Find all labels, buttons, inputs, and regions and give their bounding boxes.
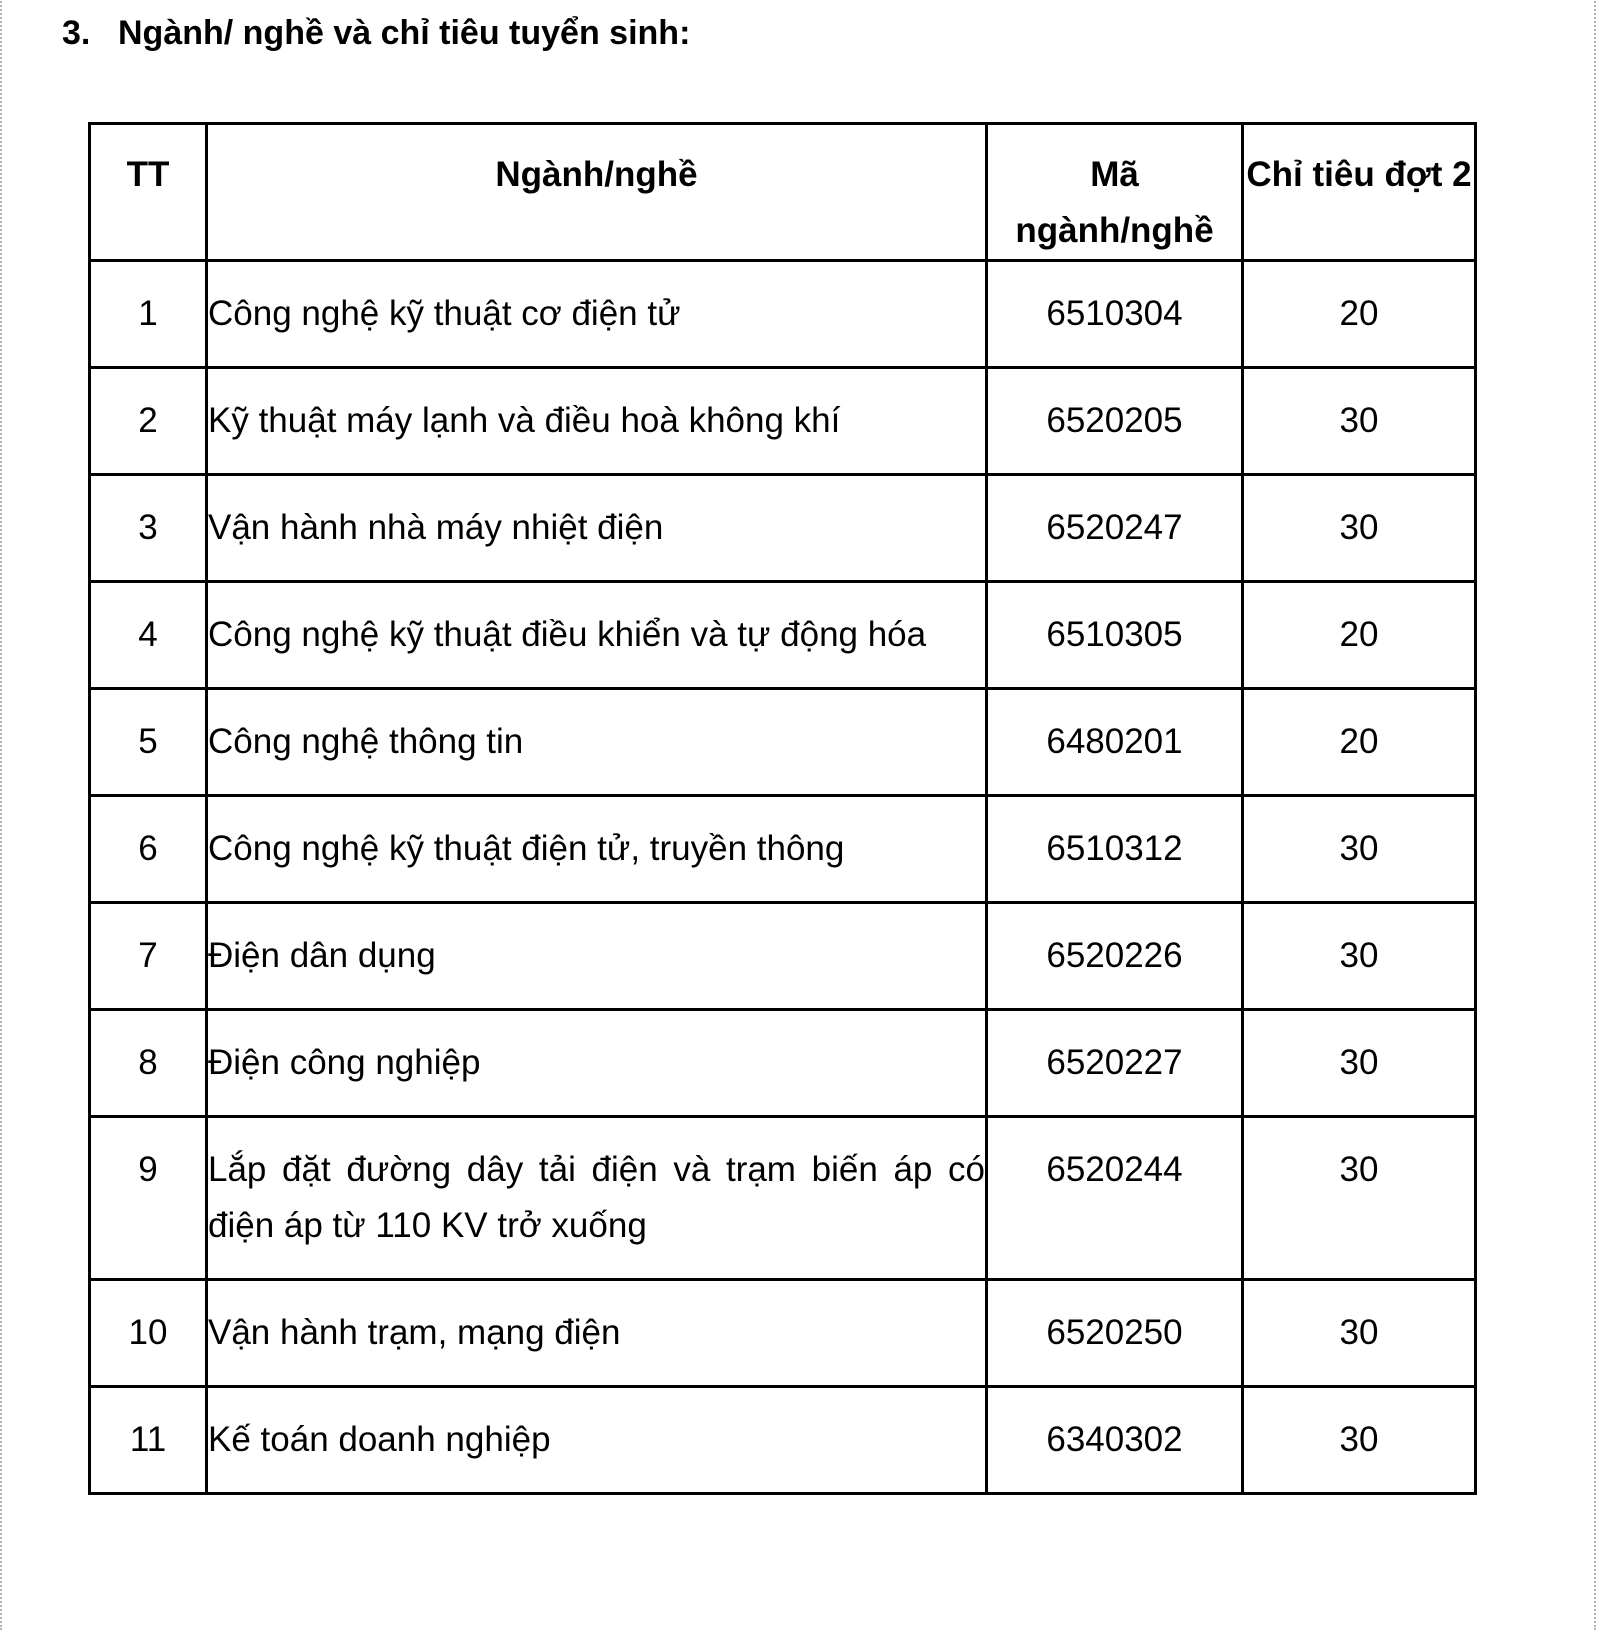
- cell-code: 6520227: [987, 1010, 1243, 1117]
- cell-quota: 30: [1243, 368, 1476, 475]
- cell-name: Điện dân dụng: [207, 903, 987, 1010]
- header-quota: Chỉ tiêu đợt 2: [1243, 124, 1476, 261]
- cell-tt: 1: [90, 261, 207, 368]
- header-code: Mã ngành/nghề: [987, 124, 1243, 261]
- table-row: [90, 261, 1476, 368]
- cell-name: Lắp đặt đường dây tải điện và trạm biến áp có điện áp từ 110 KV trở xuống: [207, 1117, 987, 1280]
- section-heading: [62, 14, 690, 53]
- cell-quota: 30: [1243, 475, 1476, 582]
- header-name: Ngành/nghề: [207, 124, 987, 261]
- cell-code: 6510312: [987, 796, 1243, 903]
- table-row: [90, 368, 1476, 475]
- cell-tt: 5: [90, 689, 207, 796]
- cell-name: Công nghệ thông tin: [207, 689, 987, 796]
- cell-name: Kế toán doanh nghiệp: [207, 1387, 987, 1494]
- cell-code: 6510304: [987, 261, 1243, 368]
- cell-quota: 30: [1243, 796, 1476, 903]
- cell-quota: 20: [1243, 689, 1476, 796]
- cell-quota: 30: [1243, 1010, 1476, 1117]
- section-number: 3.: [62, 14, 91, 52]
- cell-tt: 11: [90, 1387, 207, 1494]
- table-row: [90, 903, 1476, 1010]
- cell-quota: 30: [1243, 1280, 1476, 1387]
- header-tt: TT: [90, 124, 207, 261]
- cell-name: Công nghệ kỹ thuật cơ điện tử: [207, 261, 987, 368]
- cell-code: 6480201: [987, 689, 1243, 796]
- cell-name: Vận hành nhà máy nhiệt điện: [207, 475, 987, 582]
- cell-tt: 2: [90, 368, 207, 475]
- cell-tt: 8: [90, 1010, 207, 1117]
- table-row: [90, 582, 1476, 689]
- cell-tt: 9: [90, 1117, 207, 1280]
- cell-quota: 30: [1243, 1387, 1476, 1494]
- table-row: [90, 1387, 1476, 1494]
- table-row: [90, 1280, 1476, 1387]
- cell-tt: 4: [90, 582, 207, 689]
- cell-quota: 30: [1243, 903, 1476, 1010]
- cell-name: Vận hành trạm, mạng điện: [207, 1280, 987, 1387]
- cell-tt: 6: [90, 796, 207, 903]
- cell-code: 6520250: [987, 1280, 1243, 1387]
- cell-code: 6520226: [987, 903, 1243, 1010]
- cell-code: 6510305: [987, 582, 1243, 689]
- cell-code: 6520205: [987, 368, 1243, 475]
- section-title: Ngành/ nghề và chỉ tiêu tuyển sinh:: [118, 14, 691, 52]
- cell-quota: 20: [1243, 261, 1476, 368]
- table-row: [90, 1010, 1476, 1117]
- cell-name: Kỹ thuật máy lạnh và điều hoà không khí: [207, 368, 987, 475]
- cell-tt: 3: [90, 475, 207, 582]
- cell-name: Điện công nghiệp: [207, 1010, 987, 1117]
- cell-code: 6340302: [987, 1387, 1243, 1494]
- cell-code: 6520244: [987, 1117, 1243, 1280]
- cell-tt: 7: [90, 903, 207, 1010]
- table-row: [90, 796, 1476, 903]
- table-row: [90, 689, 1476, 796]
- cell-name: Công nghệ kỹ thuật điều khiển và tự động hóa: [207, 582, 987, 689]
- cell-code: 6520247: [987, 475, 1243, 582]
- cell-name: Công nghệ kỹ thuật điện tử, truyền thông: [207, 796, 987, 903]
- table-row: [90, 475, 1476, 582]
- cell-quota: 30: [1243, 1117, 1476, 1280]
- cell-tt: 10: [90, 1280, 207, 1387]
- table-row: [90, 1117, 1476, 1280]
- cell-quota: 20: [1243, 582, 1476, 689]
- table-header-row: [90, 124, 1476, 261]
- enrollment-table: [88, 122, 1477, 1495]
